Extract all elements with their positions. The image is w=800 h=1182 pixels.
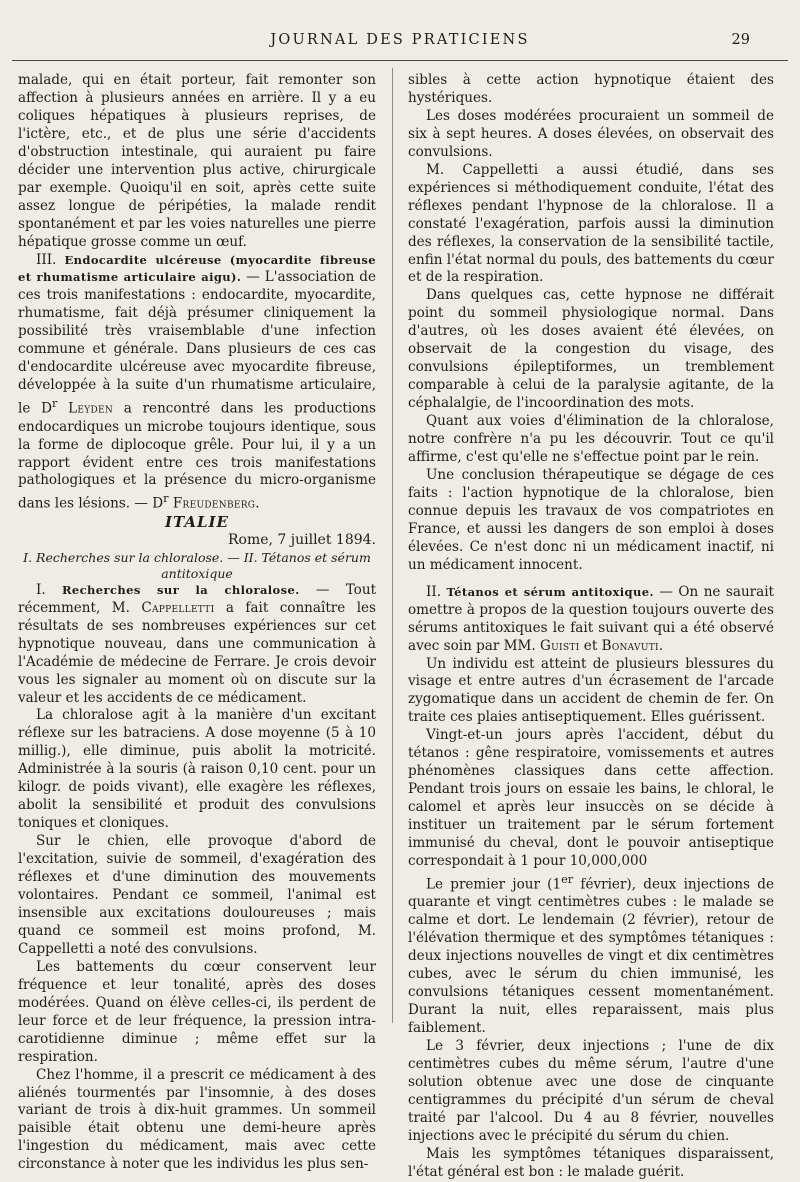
page-number: 29 [731,32,750,48]
superscript: er [561,872,574,886]
paragraph: La chloralose agit à la manière d'un excitant réflexe sur les batraciens. A dose moyenne (5 à 10 millig.), elle diminue, puis abolit la motricité. Administrée à la souris (à raison 0,10 cent. pour un kilogr. de poids vivant), elle exagère les réflexes, abolit la sensibilité et produit des convulsions toniques et cloniques. [18,707,376,832]
paragraph-text: février), deux injections de quarante et vingt centimètres cubes : le malade se calme et dort. Le lendemain (2 février), retour de l'élévation thermique et des symptômes tétaniques : deux injections nouvelles de vingt et dix centimètres cubes, avec le sérum du chien immunisé, les convulsions tétaniques cessent momentanément. Durant la nuit, elles reparaissent, mais plus faiblement. [408,876,774,1037]
spacer [408,575,774,584]
section-number: II. [426,583,442,600]
left-column [18,72,376,1174]
paragraph: sibles à cette action hypnotique étaient des hystériques. [408,72,774,106]
paragraph-endocardite [18,252,376,514]
paragraph-heading: Tétanos et sérum antitoxique. [446,584,654,599]
paragraph-chloralose [18,582,376,708]
paragraph: Mais les symptômes tétaniques disparaissent, l'état général est bon : le malade guérit. [408,1145,774,1180]
superscript: r [51,397,58,411]
header-rule [12,60,788,61]
paragraph: M. Cappelletti a aussi étudié, dans ses expériences si méthodiquement conduite, l'état des réflexes pendant l'hypnose de la chloralose. Il a constaté l'exagération, parfois aussi la diminution des réflexes, la conservation de la sensibilité tactile, enfin l'état normal du pouls, des battements du cœur et de la respiration. [408,161,774,286]
paragraph-text: Le premier jour (1 [426,876,562,893]
author-name: Cappelletti [141,599,215,616]
paragraph: malade, qui en était porteur, fait remonter son affection à plusieurs années en arrière. Il y a eu coliques hépatiques à plusieurs reprises, de l'ictère, etc., et de plus une série d'accidents d'obstruction intestinale, qui auraient pu faire décider une intervention plus active, chirurgicale par exemple. Quoiqu'il en soit, après cette suite assez longue de péripéties, la malade rendit spontanément et par les voies naturelles une pierre hépatique grosse comme un œuf. [18,72,376,250]
paragraph: Chez l'homme, il a prescrit ce médicament à des aliénés tourmentés par l'insomnie, à des doses variant de trois à dix-huit grammes. Un sommeil paisible était obtenu une demi-heure après l'ingestion du médicament, mais avec cette circonstance à noter que les individus les plus sen- [18,1066,376,1173]
paragraph: Le 3 février, deux injections ; l'une de dix centimètres cubes du même sérum, l'autre d'une solution obtenue avec une dose de cinquante centigrammes du précipité d'un sérum de cheval traité par l'alcool. Du 4 au 8 février, nouvelles injections avec le précipité du sérum du chien. [408,1038,774,1144]
paragraph: Les battements du cœur conservent leur fréquence et leur tonalité, après des doses modérées. Quand on élève celles-ci, ils perdent de leur force et de leur fréquence, la pression intra-carotidienne diminue ; même effet sur la respiration. [18,958,376,1065]
paragraph-text: — On ne saurait omettre à propos de la question toujours ouverte des sérums antitoxiques le fait suivant qui a été observé avec soin par MM. [408,583,774,654]
section-subtitle: I. Recherches sur la chloralose. — II. Tétanos et sérum antitoxique [23,549,371,581]
paragraph [408,871,774,1038]
section-number: I. [36,581,46,598]
paragraph: Quant aux voies d'élimination de la chloralose, notre confrère n'a pu les découvrir. Tout ce qu'il affirme, c'est qu'elle ne s'effectue point par le rein. [408,413,774,466]
paragraph-text: a fait connaître les résultats de ses nombreuses expériences sur cet hypnotique nouveau, dans une communication à l'Académie de médecine de Ferrare. Je crois devoir vous les signaler au moment où on discute sur la valeur et les accidents de ce médicament. [18,599,376,706]
paragraph: Un individu est atteint de plusieurs blessures du visage et entre autres d'un écrasement de l'arcade zygomatique dans un accident de chemin de fer. On traite ces plaies antiseptiquement. Elles guérissent. [408,655,774,726]
paragraph: Vingt-et-un jours après l'accident, début du tétanos : gêne respiratoire, vomissements et autres phénomènes classiques dans cette affection. Pendant trois jours on essaie les bains, le chloral, le calomel et après leur insuccès on se décide à instituer un traitement par le sérum fortement immunisé du cheval, dont le pouvoir antiseptique correspondait à 1 pour 10,000,000 [408,727,774,869]
paragraph-text: a rencontré dans les productions endocardiques un microbe toujours identique, sous la forme de diplocoque grêle. Pour lui, il y a un rapport évident entre ces trois manifestations pathologiques et la présence du micro-organisme dans les lésions. — D [18,400,376,512]
section-title: ITALIE [165,512,229,531]
author-name: Bonavuti. [601,637,664,654]
superscript: r [163,492,169,506]
paragraph-text: — L'association de ces trois manifestations : endocardite, myocardite, rhumatisme, fait déjà présumer cliniquement la possibilité très vraisemblable d'une infection commune et générale. Dans plusieurs de ces cas d'endocardite ulcéreuse avec myocardite fibreuse, développée à la suite d'un rhumatisme articulaire, le D [18,269,376,417]
paragraph-text: et [579,637,602,654]
author-name: Guisti [540,637,580,654]
running-title: JOURNAL DES PRATICIENS [270,32,530,48]
paragraph: Une conclusion thérapeutique se dégage de ces faits : l'action hypnotique de la chloralose, bien connue depuis les travaux de vos compatriotes en France, et aussi les dangers de son emploi à doses élevées. Ce n'est donc ni un médicament inactif, ni un médicament innocent. [408,466,774,573]
author-name: Leyden [68,400,114,417]
paragraph: Dans quelques cas, cette hypnose ne différait point du sommeil physiologique normal. Dans d'autres, où les doses avaient été élevées, on observait de la congestion du visage, des convulsions épileptiformes, un tremblement comparable à celui de la paralysie agitante, de la céphalalgie, de l'incoordination des mots. [408,287,774,412]
paragraph-tetanos [408,584,774,656]
column-divider [392,68,393,1023]
author-name: Freudenberg. [172,495,260,512]
section-number: III. [36,251,57,268]
paragraph-heading: Recherches sur la chloralose. [61,582,300,597]
paragraph: Sur le chien, elle provoque d'abord de l'excitation, suivie de sommeil, d'exagération des réflexes et d'une diminution des mouvements volontaires. Pendant ce sommeil, l'animal est insensible aux excitations douloureuses ; mais quand ce sommeil est moins profond, M. Cappelletti a noté des convulsions. [18,833,376,957]
paragraph-heading: Endocardite ulcéreuse (myocardite fibreuse et rhumatisme articulaire aigu). [18,252,376,285]
dateline: Rome, 7 juillet 1894. [227,531,376,548]
paragraph: Les doses modérées procuraient un sommeil de six à sept heures. A doses élevées, on observait des convulsions. [408,107,774,160]
right-column [408,72,774,1182]
running-head [0,32,800,52]
paragraph-text: — Tout récemment, M. [18,581,377,616]
